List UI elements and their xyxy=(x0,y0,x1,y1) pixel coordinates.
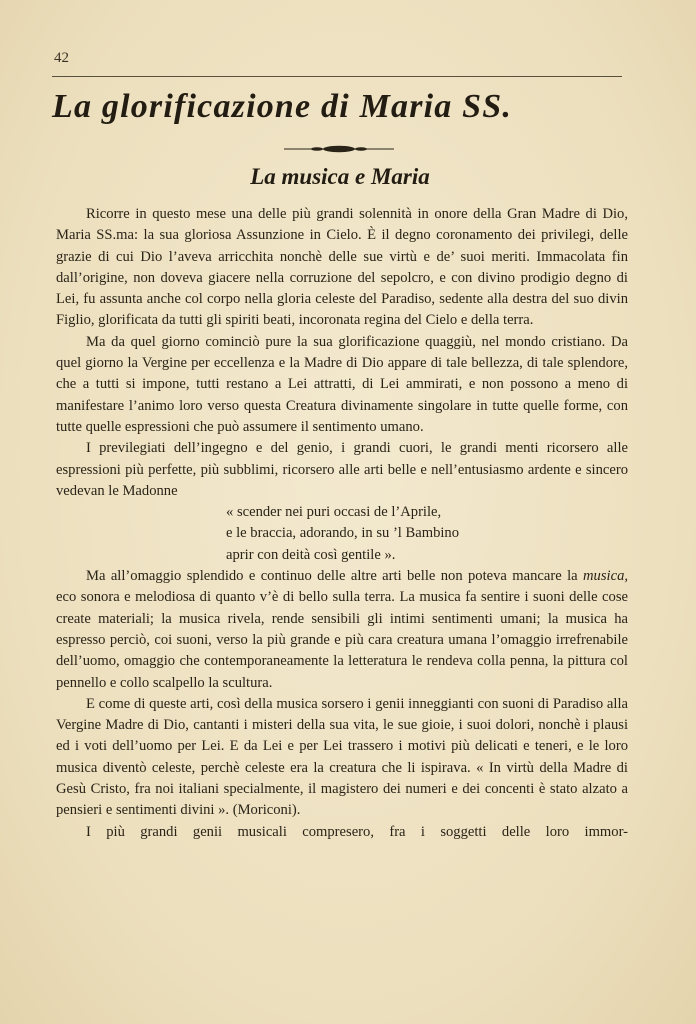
paragraph: I previlegiati dell’ingegno e del genio, i grandi cuori, le grandi menti ricorsero alle espressioni più perfette, più subblimi, ricorsero alle arti belle e nell’entusiasmo ardente e sincero vedevan le Madonne xyxy=(56,440,628,499)
ornament-divider xyxy=(284,144,394,154)
poem-line: e le braccia, adorando, in su ’l Bambino xyxy=(226,525,460,542)
poem-quote xyxy=(226,502,628,566)
paragraph: Ricorre in questo mese una delle più grandi solennità in onore della Gran Madre di Dio, Maria SS.ma: la sua gloriosa Assunzione in Cielo. È il degno coronamento dei privilegi, delle grazie di cui Dio l’aveva arricchita nonchè delle sue virtù e de’ suoi meriti. Immacolata fin dall’origine, non doveva giacere nella corruzione del sepolcro, e con divino prodigio degno di Lei, fu assunta anche col corpo nella gloria celeste del Paradiso, sedente alla destra del suo divin Figlio, glorificata da tutti gli spiriti beati, incoronata regina del Cielo e della terra. xyxy=(56,206,628,329)
article-title: La glorificazione di Maria SS. xyxy=(52,88,513,125)
header-rule xyxy=(52,76,622,77)
poem-line: « scender nei puri occasi de l’Aprile, xyxy=(226,504,442,521)
paragraph: I più grandi genii musicali compresero, fra i soggetti delle loro immor- xyxy=(86,823,628,840)
poem-line: aprir con deità così gentile ». xyxy=(226,546,396,563)
paragraph-text: Ma all’omaggio splendido e continuo delle altre arti belle non poteva mancare la xyxy=(86,568,578,585)
paragraph-text: eco sonora e melodiosa di quanto v’è di bello sulla terra. La musica fa sentire i suoni delle cose create materiali; la musica rivela, rende sensibili gli intimi sentimenti umani; la musica ha espresso perciò, coi suoni, verso la più grande e più cara creatura umana l’omaggio irrefrenabile dell’uomo, omaggio che contemporaneamente la letteratura le rendeva colla penna, la pittura col pennello e collo scalpello la scultura. xyxy=(56,589,628,691)
emphasis-musica: musica, xyxy=(583,568,629,585)
paragraph xyxy=(56,566,628,694)
page-number: 42 xyxy=(54,50,69,66)
article-body xyxy=(56,204,628,843)
paragraph: Ma da quel giorno cominciò pure la sua glorificazione quaggiù, nel mondo cristiano. Da quel giorno la Vergine per eccellenza e la Madre di Dio appare di tale bellezza, di tale splendore, che a tutti si impone, tutti restano a Lei attratti, di Lei ammirati, e non possono a meno di manifestare l’animo loro verso questa Creatura divinamente singolare in tutte quelle forme, con tutte quelle espressioni che può assumere il sentimento umano. xyxy=(56,333,628,435)
paragraph: E come di queste arti, così della musica sorsero i genii inneggianti con suoni di Paradiso alla Vergine Madre di Dio, cantanti i misteri della sua vita, le sue gioie, i suoi dolori, nonchè i plausi ed i voti dell’uomo per Lei. E da Lei e per Lei trassero i motivi più delicati e teneri, e le loro musica diventò celeste, perchè celeste era la creatura che li ispirava. « In virtù della Madre di Gesù Cristo, fra noi italiani specialmente, il magistero dei numeri e dei concenti è stato alzato a pensieri e sentimenti divini ». (Moriconi). xyxy=(56,695,628,819)
section-subtitle: La musica e Maria xyxy=(250,164,430,189)
